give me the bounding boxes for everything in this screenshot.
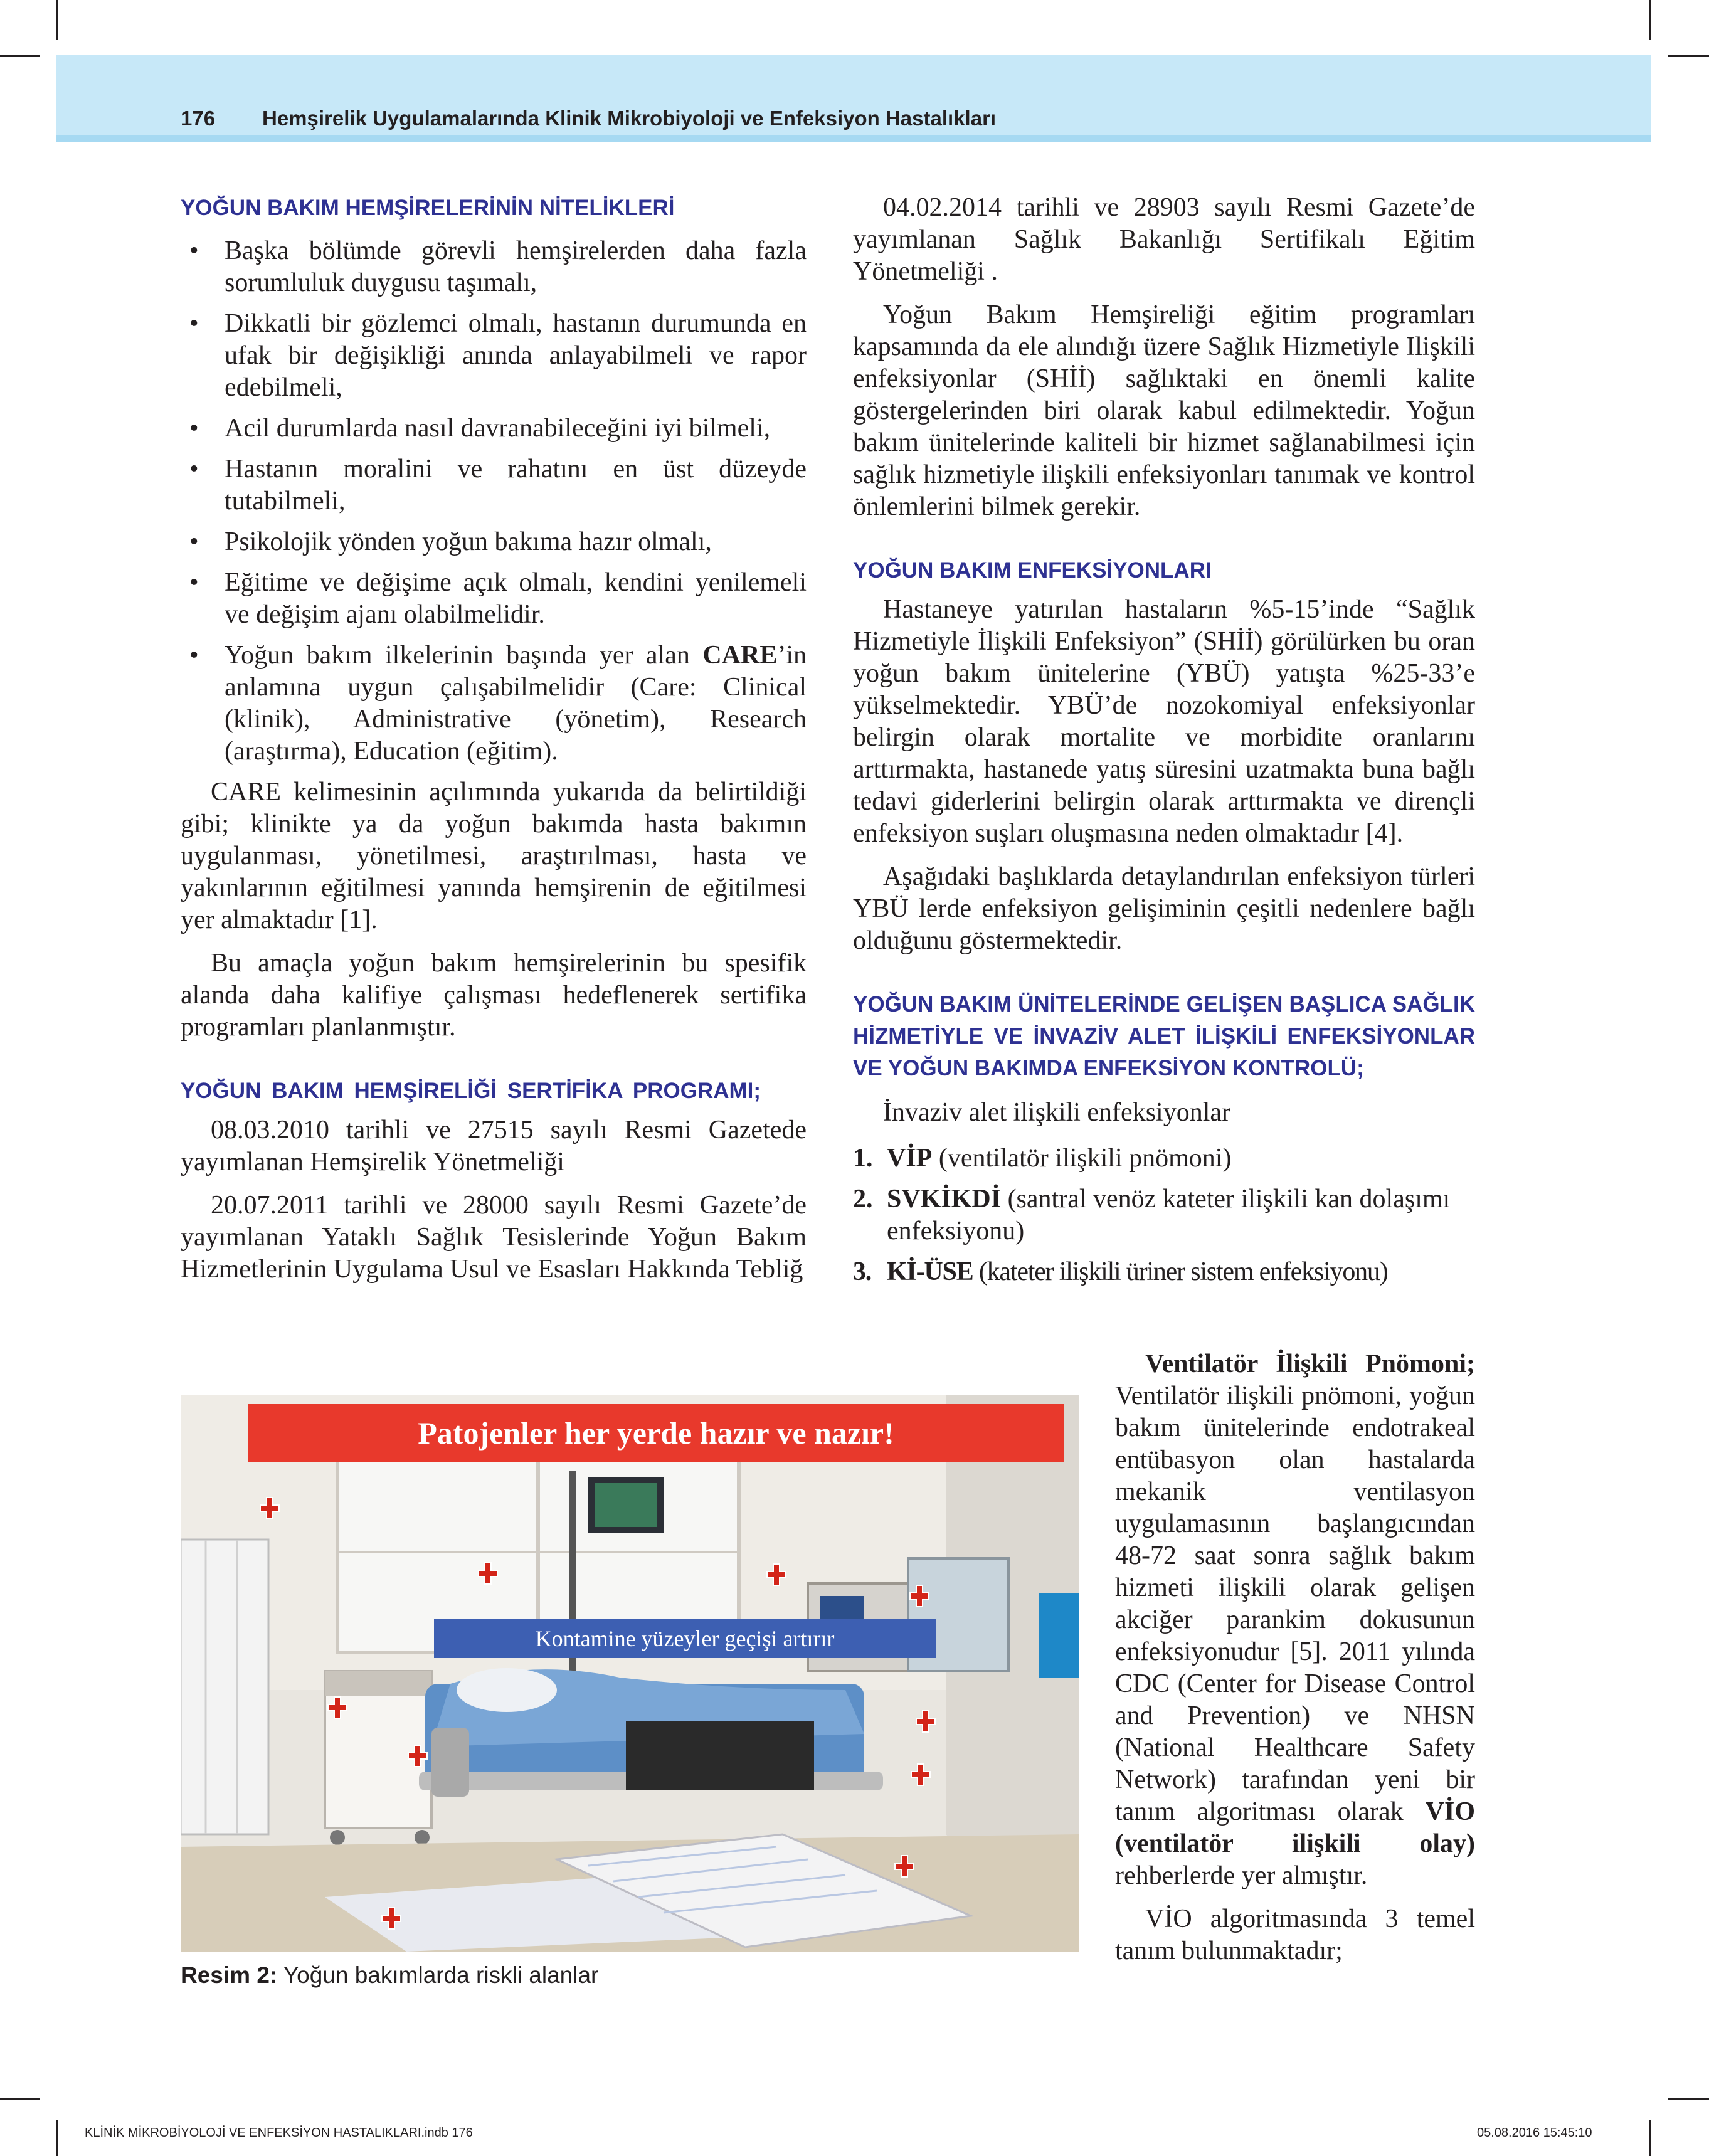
crop-mark [1668, 55, 1709, 57]
section-heading: YOĞUN BAKIM HEMŞİRELERİNİN NİTELİKLERİ [181, 196, 675, 220]
text: Ventilatör ilişkili pnömoni, yoğun bakım ünitelerinde endotrakeal entübasyon olan hastalarda mekanik ventilasyon uygulamasının başlangıcından 48-72 saat sonra sağlık bakım hizmeti ilişkili olarak gelişen akciğer parankim dokusunun enfeksiyonudur [5]. 2011 yılında CDC (Center for Disease Control and Prevention) ve NHSN (National Healthcare Safety Network) tarafından yeni bir tanım algoritması olarak [1115, 1382, 1475, 1826]
icu-room-illustration [181, 1395, 1079, 1952]
list-item: • Eğitime ve değişime açık olmalı, kendini yenilemeli ve değişim ajanı olabilmelidir. [181, 567, 807, 631]
bold-text: Kİ-ÜSE [887, 1257, 973, 1286]
paragraph: 08.03.2010 tarihli ve 27515 sayılı Resmi Gazetede yayımlanan Hemşirelik Yönetmeliği [181, 1116, 807, 1176]
section-heading: YOĞUN BAKIM ÜNİTELERİNDE GELİŞEN BAŞLICA SAĞLIK HİZMETİYLE VE İNVAZİV ALET İLİŞKİLİ ENFEKSİYONLAR VE YOĞUN BAKIMDA ENFEKSİYON KONTROLÜ; [853, 992, 1475, 1081]
crop-mark [0, 2098, 40, 2100]
photo-label: Kontamine yüzeyler geçişi artırır [434, 1619, 936, 1658]
crop-mark [1649, 0, 1651, 40]
vip-column [1115, 1348, 1475, 1967]
item-number: 2. [853, 1185, 873, 1213]
paragraph: Aşağıdaki başlıklarda detaylandırılan enfeksiyon türleri YBÜ lerde enfeksiyon gelişiminin çeşitli nedenlere bağlı olduğunu göstermektedir. [853, 862, 1475, 955]
crop-mark [1668, 2098, 1709, 2100]
bold-heading: Ventilatör İlişkili Pnömoni; [1145, 1350, 1475, 1378]
running-title: Hemşirelik Uygulamalarında Klinik Mikrobiyoloji ve Enfeksiyon Hastalıkları [262, 107, 997, 130]
crop-mark [0, 55, 40, 57]
list-item [181, 640, 807, 768]
bold-text: SVKİKDİ [887, 1185, 1002, 1213]
figure-caption [181, 1962, 598, 1989]
header-rule [56, 135, 1651, 142]
bold-text: VİO (ventilatör ilişkili olay) [1115, 1797, 1475, 1858]
crop-mark [1649, 2120, 1651, 2156]
paragraph: Bu amaçla yoğun bakım hemşirelerinin bu spesifik alanda daha kalifiye çalışması hedeflenerek sertifika programları planlanmıştır. [181, 949, 807, 1042]
section-heading: YOĞUN BAKIM HEMŞİRELİĞİ SERTİFİKA PROGRAMI; [181, 1079, 761, 1103]
list-item: • Hastanın moralini ve rahatını en üst düzeyde tutabilmeli, [181, 453, 807, 517]
section-heading: YOĞUN BAKIM ENFEKSİYONLARI [853, 558, 1212, 583]
paragraph: İnvaziv alet ilişkili enfeksiyonlar [883, 1098, 1230, 1127]
bullet-list [181, 235, 807, 768]
list-item: • Başka bölümde görevli hemşirelerden daha fazla sorumluluk duygusu taşımalı, [181, 235, 807, 299]
crop-mark [56, 0, 58, 40]
list-item: • Psikolojik yönden yoğun bakıma hazır olmalı, [181, 526, 807, 558]
text: ’in anlamına uygun çalışabilmelidir (Care: Clinical (klinik), Administrative (yönetim), Research (araştırma), Education (eğitim). [225, 641, 807, 766]
item-number: 1. [853, 1144, 873, 1173]
list-item: • Acil durumlarda nasıl davranabileceğini iyi bilmeli, [181, 413, 807, 445]
text: rehberlerde yer almıştır. [1115, 1861, 1368, 1890]
footer-file: KLİNİK MİKROBİYOLOJİ VE ENFEKSİYON HASTALIKLARI.indb 176 [85, 2126, 473, 2140]
text: Yoğun bakım ilkelerinin başında yer alan [225, 641, 703, 670]
paragraph [1115, 1348, 1475, 1892]
left-column [181, 192, 807, 1286]
bold-text: VİP [887, 1144, 933, 1173]
right-column [853, 192, 1475, 1297]
paragraph: 04.02.2014 tarihli ve 28903 sayılı Resmi Gazete’de yayımlanan Sağlık Bakanlığı Sertifikalı Eğitim Yönetmeliği . [853, 193, 1475, 286]
photo-banner: Patojenler her yerde hazır ve nazır! [248, 1404, 1064, 1462]
paragraph: Hastaneye yatırılan hastaların %5-15’inde “Sağlık Hizmetiyle İlişkili Enfeksiyon” (SHİİ) görülürken bu oran yoğun bakım ünitelerine (YBÜ) yatışta %25-33’e yükselmektedir. YBÜ’de nozokomiyal enfeksiyonlar belirgin olarak mortalite ve morbidite oranlarını arttırmakta, hastanede yatış süresini uzatmakta buna bağlı tedavi giderlerini belirgin olarak arttırmakta ve dirençli enfeksiyon suşları oluşmasına neden olmaktadır [4]. [853, 595, 1475, 848]
text: (santral venöz kateter ilişkili kan dolaşımı enfeksiyonu) [887, 1185, 1451, 1245]
crop-mark [56, 2120, 58, 2156]
icu-photo [181, 1395, 1079, 1952]
list-item [853, 1256, 1475, 1288]
paragraph: CARE kelimesinin açılımında yukarıda da belirtildiği gibi; klinikte ya da yoğun bakımda hasta bakımın uygulanması, yönetilmesi, araştırılması, hasta ve yakınlarının eğitilmesi yanında hemşirenin de eğitilmesi yer almaktadır [1]. [181, 778, 807, 934]
page-number: 176 [181, 107, 216, 130]
paragraph: 20.07.2011 tarihli ve 28000 sayılı Resmi Gazete’de yayımlanan Yataklı Sağlık Tesislerinde Yoğun Bakım Hizmetlerinin Uygulama Usul ve Esasları Hakkında Tebliğ [181, 1191, 807, 1284]
caption-label: Resim 2: [181, 1962, 278, 1988]
text: (ventilatör ilişkili pnömoni) [932, 1144, 1232, 1173]
paragraph: Yoğun Bakım Hemşireliği eğitim programları kapsamında da ele alındığı üzere Sağlık Hizmetiyle Ilişkili enfeksiyonlar (SHİİ) sağlıktaki en önemli kalite göstergelerinden biri olarak kabul edilmektedir. Yoğun bakım ünitelerinde kaliteli bir hizmet sağlanabilmesi için sağlık hizmetiyle ilişkili enfeksiyonları tanımak ve kontrol önlemlerini bilmek gerekir. [853, 300, 1475, 521]
list-item: • Dikkatli bir gözlemci olmalı, hastanın durumunda en ufak bir değişikliği anında anlayabilmeli ve rapor edebilmeli, [181, 308, 807, 404]
caption-text: Yoğun bakımlarda riskli alanlar [277, 1962, 599, 1988]
list-item [853, 1183, 1475, 1247]
footer-timestamp: 05.08.2016 15:45:10 [1477, 2126, 1592, 2140]
bold-text: CARE [702, 641, 778, 670]
numbered-list [853, 1143, 1475, 1288]
list-item [853, 1143, 1475, 1175]
item-number: 3. [853, 1257, 872, 1286]
paragraph: VİO algoritmasında 3 temel tanım bulunmaktadır; [1115, 1905, 1475, 1965]
text: (kateter ilişkili üriner sistem enfeksiyonu) [973, 1257, 1388, 1286]
